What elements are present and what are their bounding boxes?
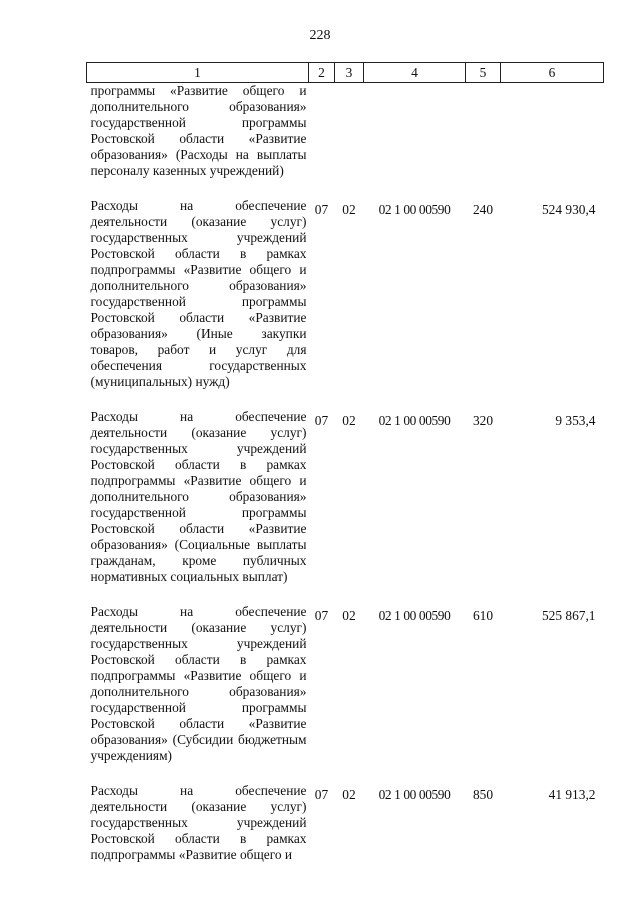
header-col-1: 1 <box>87 63 309 83</box>
row-description: программы «Развитие общего и дополнительного образования» государственной программы Ростовской области «Развитие образования» (Расходы на выплаты персоналу казенных учреждений) <box>90 83 307 178</box>
row-subsection: 02 <box>342 202 356 217</box>
header-col-4: 4 <box>364 63 466 83</box>
row-amount: 524 930,4 <box>541 202 596 217</box>
row-section: 07 <box>314 787 329 802</box>
table-row-continuation <box>87 83 604 199</box>
row-expense-type: 610 <box>472 608 494 623</box>
budget-table <box>86 62 604 882</box>
row-expense-type: 320 <box>472 413 494 428</box>
row-amount: 41 913,2 <box>548 787 596 802</box>
table-row <box>87 604 604 783</box>
row-description: Расходы на обеспечение деятельности (оказание услуг) государственных учреждений Ростовской области в рамках подпрограммы «Развитие общего и дополнительного образования» государственной программы Ростовской области «Развитие образования» (Субсидии бюджетным учреждениям) <box>90 604 307 763</box>
row-description: Расходы на обеспечение деятельности (оказание услуг) государственных учреждений Ростовской области в рамках подпрограммы «Развитие общего и дополнительного образования» государственной программы Ростовской области «Развитие образования» (Социальные выплаты гражданам, кроме публичных нормативных социальных выплат) <box>90 409 307 584</box>
row-subsection: 02 <box>342 787 356 802</box>
row-target-code: 02 1 00 00590 <box>378 202 451 217</box>
table-header-row <box>87 63 604 83</box>
row-section: 07 <box>314 413 329 428</box>
table-row <box>87 783 604 882</box>
row-expense-type: 850 <box>472 787 494 802</box>
row-description: Расходы на обеспечение деятельности (оказание услуг) государственных учреждений Ростовской области в рамках подпрограммы «Развитие общего и <box>90 783 307 862</box>
row-target-code: 02 1 00 00590 <box>378 608 451 623</box>
row-subsection: 02 <box>342 413 356 428</box>
table-row <box>87 198 604 409</box>
row-subsection: 02 <box>342 608 356 623</box>
row-description: Расходы на обеспечение деятельности (оказание услуг) государственных учреждений Ростовской области в рамках подпрограммы «Развитие общего и дополнительного образования» государственной программы Ростовской области «Развитие образования» (Иные закупки товаров, работ и услуг для обеспечения государственных (муниципальных) нужд) <box>90 198 307 389</box>
header-col-2: 2 <box>309 63 335 83</box>
row-section: 07 <box>314 202 329 217</box>
table-row <box>87 409 604 604</box>
row-section: 07 <box>314 608 329 623</box>
row-amount: 525 867,1 <box>541 608 596 623</box>
row-amount: 9 353,4 <box>555 413 596 428</box>
header-col-5: 5 <box>466 63 501 83</box>
page-number: 228 <box>309 28 331 43</box>
header-col-6: 6 <box>501 63 604 83</box>
row-expense-type: 240 <box>472 202 494 217</box>
row-target-code: 02 1 00 00590 <box>378 413 451 428</box>
row-target-code: 02 1 00 00590 <box>378 787 451 802</box>
header-col-3: 3 <box>335 63 364 83</box>
